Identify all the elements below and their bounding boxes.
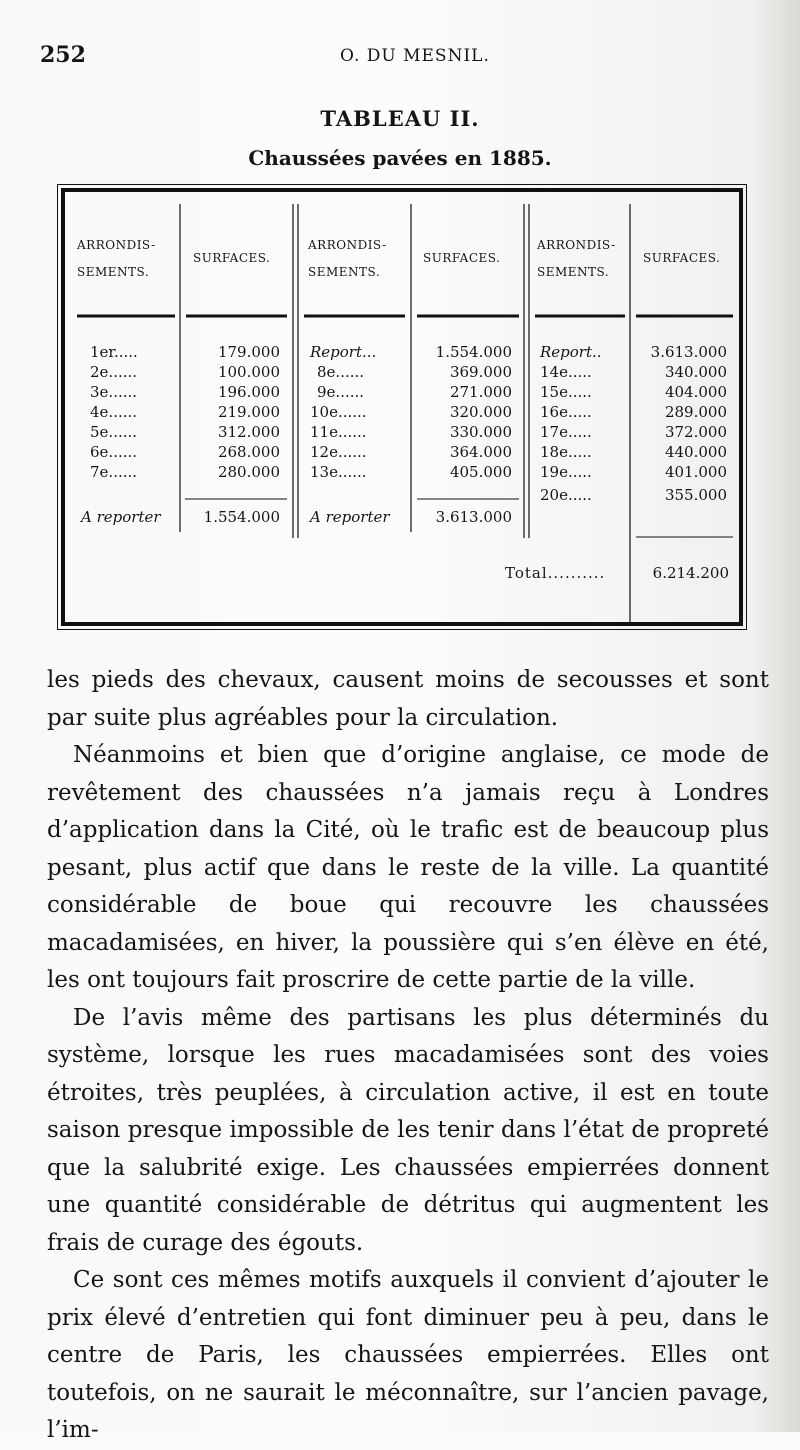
col1-row-arr: 2e...... bbox=[90, 363, 138, 381]
col2-report-value: 1.554.000 bbox=[435, 343, 512, 361]
col2-surf-header: SURFACES. bbox=[423, 251, 501, 265]
col3-row-arr: 18e..... bbox=[540, 443, 592, 461]
col1-row-surf: 268.000 bbox=[217, 443, 280, 461]
paragraph: Ce sont ces mêmes motifs auxquels il convient d’ajouter le prix élevé d’entretien qui font diminuer peu à peu, dans le centre de Paris, les chaussées empierrées. Elles ont toutefois, on ne saurait le méconnaître, sur l’ancien pavage, l’im- bbox=[47, 1267, 769, 1443]
col2-carry-value: 3.613.000 bbox=[435, 508, 512, 526]
col3-report-value: 3.613.000 bbox=[650, 343, 727, 361]
total-label: Total.......... bbox=[505, 564, 606, 582]
col2-row-surf: 405.000 bbox=[449, 463, 512, 481]
col1-row-arr: 4e...... bbox=[90, 403, 138, 421]
col2-arr-header-2: SEMENTS. bbox=[308, 265, 381, 279]
paragraph: Néanmoins et bien que d’origine anglaise, ce mode de revêtement des chaussées n’a jamais reçu à Londres d’application dans la Cité, où le trafic est de beaucoup plus pesant, plus actif que dans le reste de la ville. La quantité considérable de boue qui recouvre les chaussées macadamisées, en hiver, la poussière qui s’en élève en été, les ont toujours fait proscrire de cette partie de la ville. bbox=[47, 742, 769, 993]
col3-row-surf: 401.000 bbox=[664, 463, 727, 481]
col1-row-arr: 5e...... bbox=[90, 423, 138, 441]
col3-row-surf: 440.000 bbox=[664, 443, 727, 461]
col3-row-surf: 404.000 bbox=[664, 383, 727, 401]
col1-row-surf: 196.000 bbox=[217, 383, 280, 401]
col3-surf-header: SURFACES. bbox=[643, 251, 721, 265]
paragraph: les pieds des chevaux, causent moins de secousses et sont par suite plus agréables pour la circulation. bbox=[47, 667, 769, 731]
paragraph: De l’avis même des partisans les plus déterminés du système, lorsque les rues macadamisées sont des voies étroites, très peuplées, à circulation active, il est en toute saison presque impossible de les tenir dans l’état de propreté que la salubrité exige. Les chaussées empierrées donnent une quantité considérable de détritus qui augmentent les frais de curage des égouts. bbox=[47, 1004, 769, 1256]
col3-row-surf: 355.000 bbox=[664, 486, 727, 504]
col2-report-label: Report... bbox=[310, 343, 377, 361]
col2-row-surf: 320.000 bbox=[449, 403, 512, 421]
col2-row-surf: 330.000 bbox=[449, 423, 512, 441]
col3-arr-header-1: ARRONDIS- bbox=[537, 238, 616, 252]
col1-row-surf: 312.000 bbox=[217, 423, 280, 441]
col3-row-arr: 20e..... bbox=[540, 486, 592, 504]
col1-row-surf: 280.000 bbox=[217, 463, 280, 481]
col2-carry-label: A reporter bbox=[310, 508, 390, 526]
col3-row-arr: 14e..... bbox=[540, 363, 592, 381]
running-head-author: O. DU MESNIL. bbox=[340, 46, 490, 66]
page-number: 252 bbox=[40, 42, 86, 68]
col1-row-arr: 7e...... bbox=[90, 463, 138, 481]
col3-row-surf: 340.000 bbox=[664, 363, 727, 381]
col2-row-arr: 10e...... bbox=[310, 403, 367, 421]
col3-row-surf: 372.000 bbox=[664, 423, 727, 441]
col2-row-arr: 13e...... bbox=[310, 463, 367, 481]
col1-row-surf: 100.000 bbox=[217, 363, 280, 381]
col3-row-arr: 16e..... bbox=[540, 403, 592, 421]
total-value: 6.214.200 bbox=[652, 564, 729, 582]
col3-row-arr: 15e..... bbox=[540, 383, 592, 401]
table-subtitle: Chaussées pavées en 1885. bbox=[248, 146, 552, 170]
col1-arr-header-1: ARRONDIS- bbox=[77, 238, 156, 252]
col3-row-arr: 19e..... bbox=[540, 463, 592, 481]
col2-row-surf: 369.000 bbox=[449, 363, 512, 381]
col3-report-label: Report.. bbox=[540, 343, 602, 361]
col2-row-arr: 9e...... bbox=[317, 383, 365, 401]
data-table bbox=[61, 188, 743, 626]
col1-surf-header: SURFACES. bbox=[193, 251, 271, 265]
col1-row-arr: 1er..... bbox=[90, 343, 138, 361]
col1-row-arr: 3e...... bbox=[90, 383, 138, 401]
col3-arr-header-2: SEMENTS. bbox=[537, 265, 610, 279]
running-head bbox=[40, 42, 760, 72]
col2-row-arr: 12e...... bbox=[310, 443, 367, 461]
col3-row-surf: 289.000 bbox=[664, 403, 727, 421]
col1-carry-label: A reporter bbox=[81, 508, 161, 526]
col2-row-surf: 364.000 bbox=[449, 443, 512, 461]
col1-carry-value: 1.554.000 bbox=[203, 508, 280, 526]
col3-row-arr: 17e..... bbox=[540, 423, 592, 441]
col1-row-arr: 6e...... bbox=[90, 443, 138, 461]
col1-row-surf: 219.000 bbox=[217, 403, 280, 421]
table-title: TABLEAU II. bbox=[320, 106, 480, 131]
col1-arr-header-2: SEMENTS. bbox=[77, 265, 150, 279]
col2-row-surf: 271.000 bbox=[449, 383, 512, 401]
col1-row-surf: 179.000 bbox=[217, 343, 280, 361]
body-text bbox=[47, 662, 769, 1450]
col2-row-arr: 11e...... bbox=[310, 423, 367, 441]
col2-row-arr: 8e...... bbox=[317, 363, 365, 381]
col2-arr-header-1: ARRONDIS- bbox=[308, 238, 387, 252]
